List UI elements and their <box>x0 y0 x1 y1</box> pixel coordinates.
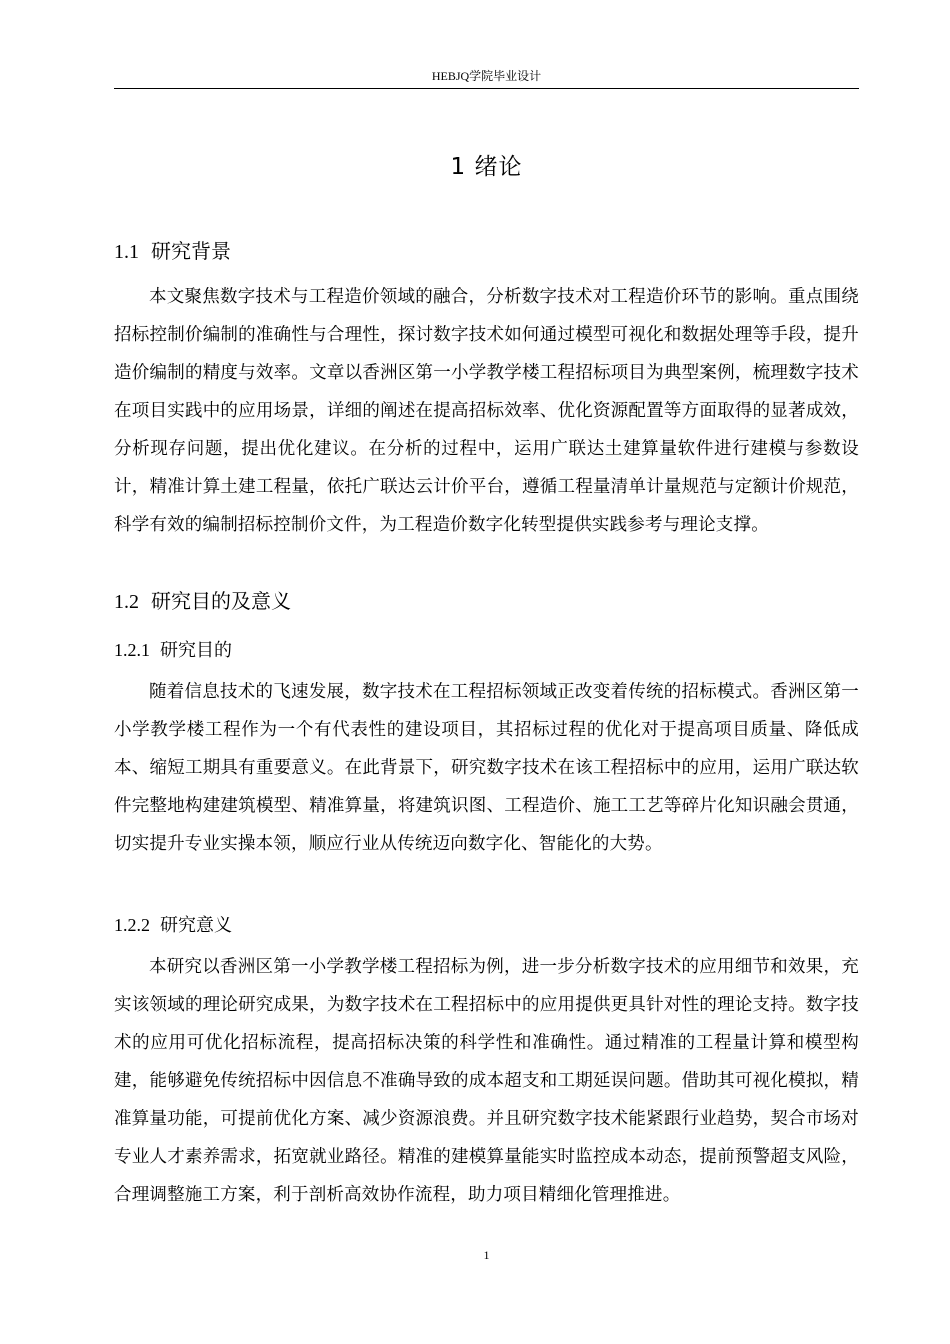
subsection-number: 1.2.2 <box>114 915 150 935</box>
section-number: 1.2 <box>114 591 139 613</box>
header-rule <box>114 88 859 89</box>
subsection-heading-1-2-1 <box>114 636 232 662</box>
subsection-paragraph-1-2-2: 本研究以香洲区第一小学教学楼工程招标为例，进一步分析数字技术的应用细节和效果，充实该领域的理论研究成果，为数字技术在工程招标中的应用提供更具针对性的理论支持。数字技术的应用可优化招标流程，提高招标决策的科学性和准确性。通过精准的工程量计算和模型构建，能够避免传统招标中因信息不准确导致的成本超支和工期延误问题。借助其可视化模拟，精准算量功能，可提前优化方案、减少资源浪费。并且研究数字技术能紧跟行业趋势，契合市场对专业人才素养需求，拓宽就业路径。精准的建模算量能实时监控成本动态，提前预警超支风险，合理调整施工方案，利于剖析高效协作流程，助力项目精细化管理推进。 <box>114 957 859 1205</box>
subsection-title: 研究目的 <box>160 640 232 661</box>
section-heading-1-1 <box>114 235 231 264</box>
page-number: 1 <box>483 1248 490 1262</box>
subsection-title: 研究意义 <box>160 915 232 936</box>
section-paragraph-1-1: 本文聚焦数字技术与工程造价领域的融合，分析数字技术对工程造价环节的影响。重点围绕招标控制价编制的准确性与合理性，探讨数字技术如何通过模型可视化和数据处理等手段，提升造价编制的精度与效率。文章以香洲区第一小学教学楼工程招标项目为典型案例，梳理数字技术在项目实践中的应用场景，详细的阐述在提高招标效率、优化资源配置等方面取得的显著成效，分析现存问题，提出优化建议。在分析的过程中，运用广联达土建算量软件进行建模与参数设计，精准计算土建工程量，依托广联达云计价平台，遵循工程量清单计量规范与定额计价规范，科学有效的编制招标控制价文件，为工程造价数字化转型提供实践参考与理论支撑。 <box>114 287 859 535</box>
page-header: HEBJQ学院毕业设计 <box>431 69 542 83</box>
subsection-heading-1-2-2 <box>114 911 232 937</box>
section-heading-1-2 <box>114 585 291 614</box>
subsection-paragraph-1-2-1: 随着信息技术的飞速发展，数字技术在工程招标领域正改变着传统的招标模式。香洲区第一小学教学楼工程作为一个有代表性的建设项目，其招标过程的优化对于提高项目质量、降低成本、缩短工期具有重要意义。在此背景下，研究数字技术在该工程招标中的应用，运用广联达软件完整地构建建筑模型、精准算量，将建筑识图、工程造价、施工工艺等碎片化知识融会贯通，切实提升专业实操本领，顺应行业从传统迈向数字化、智能化的大势。 <box>114 682 859 854</box>
section-number: 1.1 <box>114 241 139 263</box>
chapter-title: 1 绪论 <box>450 154 523 180</box>
section-title: 研究目的及意义 <box>151 589 291 613</box>
section-title: 研究背景 <box>151 239 231 263</box>
subsection-number: 1.2.1 <box>114 640 150 660</box>
